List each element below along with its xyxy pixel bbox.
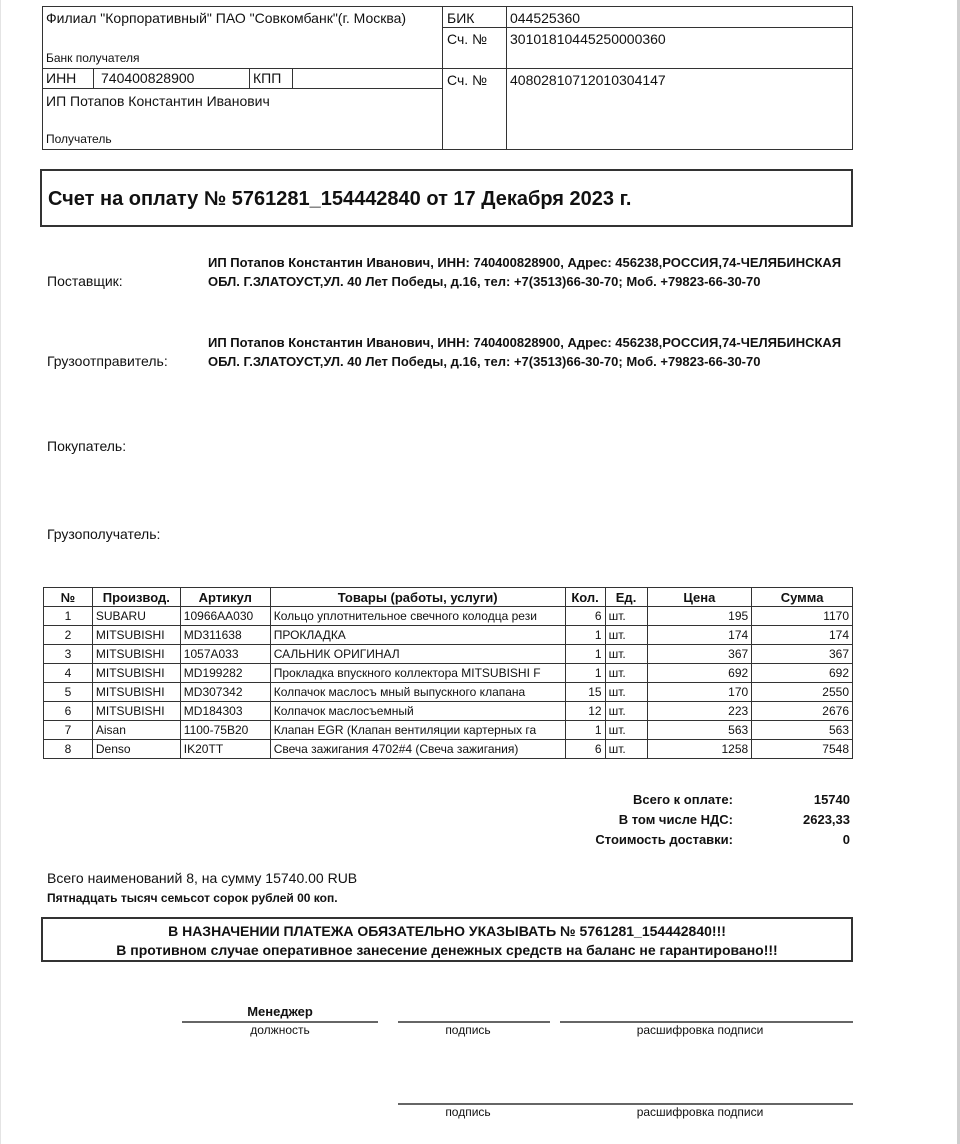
cell-sum: 2676 xyxy=(752,702,853,721)
delivery-label: Стоимость доставки: xyxy=(595,831,733,847)
delivery-row xyxy=(560,829,850,849)
col-header-article: Артикул xyxy=(180,588,270,607)
cell-unit: шт. xyxy=(605,645,647,664)
cell-goods: Кольцо уплотнительное свечного колодца рези xyxy=(270,607,565,626)
cell-goods: Прокладка впускного коллектора MITSUBISHI F xyxy=(270,664,565,683)
cell-qty: 1 xyxy=(565,645,605,664)
supplier-label: Поставщик: xyxy=(47,273,123,289)
cell-manufacturer: MITSUBISHI xyxy=(92,683,180,702)
bank-caption: Банк получателя xyxy=(46,51,140,65)
cell-qty: 15 xyxy=(565,683,605,702)
cell-price: 692 xyxy=(647,664,752,683)
cell-sum: 2550 xyxy=(752,683,853,702)
cell-article: MD199282 xyxy=(180,664,270,683)
cell-article: MD307342 xyxy=(180,683,270,702)
cell-goods: САЛЬНИК ОРИГИНАЛ xyxy=(270,645,565,664)
cell-sum: 1170 xyxy=(752,607,853,626)
cell-manufacturer: MITSUBISHI xyxy=(92,702,180,721)
cell-unit: шт. xyxy=(605,740,647,759)
cell-manufacturer: SUBARU xyxy=(92,607,180,626)
cell-number: 6 xyxy=(44,702,93,721)
table-row xyxy=(44,683,853,702)
bank-name: Филиал "Корпоративный" ПАО "Совкомбанк"(г. Москва) xyxy=(46,10,407,26)
cell-number: 4 xyxy=(44,664,93,683)
cell-goods: Колпачок маслосъ мный выпускного клапана xyxy=(270,683,565,702)
cell-price: 170 xyxy=(647,683,752,702)
payment-warning-line2: В противном случае оперативное занесение денежных средств на баланс не гарантировано!!! xyxy=(116,942,778,958)
cell-qty: 6 xyxy=(565,607,605,626)
cell-article: 10966AA030 xyxy=(180,607,270,626)
total-row xyxy=(560,789,850,809)
cell-price: 367 xyxy=(647,645,752,664)
col-header-qty: Кол. xyxy=(565,588,605,607)
table-row xyxy=(44,664,853,683)
bik-value: 044525360 xyxy=(510,10,581,26)
cell-number: 5 xyxy=(44,683,93,702)
cell-article: MD311638 xyxy=(180,626,270,645)
cell-qty: 1 xyxy=(565,664,605,683)
total-label: Всего к оплате: xyxy=(633,791,733,807)
cell-number: 2 xyxy=(44,626,93,645)
vat-value: 2623,33 xyxy=(803,811,850,827)
decoding-caption: расшифровка подписи xyxy=(636,1023,764,1037)
consignee-label: Грузополучатель: xyxy=(47,526,161,542)
signature-caption-2: подпись xyxy=(445,1105,491,1119)
col-header-goods: Товары (работы, услуги) xyxy=(270,588,565,607)
items-summary: Всего наименований 8, на сумму 15740.00 RUB xyxy=(47,870,358,886)
signature-caption: подпись xyxy=(445,1023,491,1037)
position-caption: должность xyxy=(250,1023,310,1037)
payment-warning-line1: В НАЗНАЧЕНИИ ПЛАТЕЖА ОБЯЗАТЕЛЬНО УКАЗЫВАТЬ № 5761281_154442840!!! xyxy=(168,923,726,939)
recipient-name: ИП Потапов Константин Иванович xyxy=(46,93,270,109)
invoice-title-box xyxy=(40,169,853,227)
cell-number: 8 xyxy=(44,740,93,759)
corr-account-label: Сч. № xyxy=(447,31,488,47)
col-header-manufacturer: Производ. xyxy=(92,588,180,607)
cell-sum: 7548 xyxy=(752,740,853,759)
page-edge-left xyxy=(0,0,1,1144)
cell-qty: 1 xyxy=(565,721,605,740)
cell-goods: Колпачок маслосъемный xyxy=(270,702,565,721)
col-header-price: Цена xyxy=(647,588,752,607)
col-header-unit: Ед. xyxy=(605,588,647,607)
col-header-number: № xyxy=(44,588,93,607)
amount-in-words: Пятнадцать тысяч семьсот сорок рублей 00 коп. xyxy=(47,891,338,905)
cell-sum: 174 xyxy=(752,626,853,645)
shipper-label: Грузоотправитель: xyxy=(47,353,168,369)
inn-label: ИНН xyxy=(46,70,77,86)
table-row xyxy=(44,740,853,759)
cell-goods: Клапан EGR (Клапан вентиляции картерных га xyxy=(270,721,565,740)
table-row xyxy=(44,721,853,740)
cell-qty: 6 xyxy=(565,740,605,759)
table-row xyxy=(44,607,853,626)
bank-details-table xyxy=(42,6,853,150)
table-row xyxy=(44,626,853,645)
cell-manufacturer: MITSUBISHI xyxy=(92,645,180,664)
cell-number: 7 xyxy=(44,721,93,740)
shipper-value: ИП Потапов Константин Иванович, ИНН: 740400828900, Адрес: 456238,РОССИЯ,74-ЧЕЛЯБИНСКАЯ ОБЛ. Г.ЗЛАТОУСТ,УЛ. 40 Лет Победы, д.16, тел: +7(3513)66-30-70; Моб. +79823-66-30-70 xyxy=(208,335,842,369)
cell-unit: шт. xyxy=(605,607,647,626)
supplier-value: ИП Потапов Константин Иванович, ИНН: 740400828900, Адрес: 456238,РОССИЯ,74-ЧЕЛЯБИНСКАЯ ОБЛ. Г.ЗЛАТОУСТ,УЛ. 40 Лет Победы, д.16, тел: +7(3513)66-30-70; Моб. +79823-66-30-70 xyxy=(208,255,842,289)
cell-manufacturer: MITSUBISHI xyxy=(92,664,180,683)
cell-price: 195 xyxy=(647,607,752,626)
cell-goods: ПРОКЛАДКА xyxy=(270,626,565,645)
cell-unit: шт. xyxy=(605,664,647,683)
buyer-label: Покупатель: xyxy=(47,438,127,454)
table-header-row xyxy=(44,588,853,607)
cell-price: 174 xyxy=(647,626,752,645)
cell-number: 1 xyxy=(44,607,93,626)
account-label: Сч. № xyxy=(447,72,488,88)
corr-account-value: 30101810445250000360 xyxy=(510,31,666,47)
cell-unit: шт. xyxy=(605,702,647,721)
cell-goods: Свеча зажигания 4702#4 (Свеча зажигания) xyxy=(270,740,565,759)
cell-qty: 1 xyxy=(565,626,605,645)
vat-label: В том числе НДС: xyxy=(618,811,733,827)
col-header-sum: Сумма xyxy=(752,588,853,607)
kpp-label: КПП xyxy=(253,70,282,86)
table-row xyxy=(44,702,853,721)
delivery-value: 0 xyxy=(842,831,850,847)
cell-manufacturer: Aisan xyxy=(92,721,180,740)
bik-label: БИК xyxy=(447,10,475,26)
cell-number: 3 xyxy=(44,645,93,664)
decoding-caption-2: расшифровка подписи xyxy=(636,1105,764,1119)
vat-row xyxy=(560,809,850,829)
cell-sum: 563 xyxy=(752,721,853,740)
cell-article: IK20TT xyxy=(180,740,270,759)
cell-unit: шт. xyxy=(605,683,647,702)
cell-price: 563 xyxy=(647,721,752,740)
payment-warning-box xyxy=(41,917,853,962)
items-table xyxy=(43,587,853,759)
cell-unit: шт. xyxy=(605,626,647,645)
inn-value: 740400828900 xyxy=(101,70,195,86)
account-value: 40802810712010304147 xyxy=(510,72,666,88)
recipient-caption: Получатель xyxy=(46,132,112,146)
cell-manufacturer: MITSUBISHI xyxy=(92,626,180,645)
cell-unit: шт. xyxy=(605,721,647,740)
cell-sum: 692 xyxy=(752,664,853,683)
manager-title: Менеджер xyxy=(247,1004,313,1019)
table-row xyxy=(44,645,853,664)
cell-price: 223 xyxy=(647,702,752,721)
totals-block xyxy=(560,789,850,849)
cell-article: 1100-75B20 xyxy=(180,721,270,740)
cell-article: 1057A033 xyxy=(180,645,270,664)
cell-article: MD184303 xyxy=(180,702,270,721)
cell-price: 1258 xyxy=(647,740,752,759)
cell-sum: 367 xyxy=(752,645,853,664)
cell-manufacturer: Denso xyxy=(92,740,180,759)
cell-qty: 12 xyxy=(565,702,605,721)
total-value: 15740 xyxy=(813,791,850,807)
invoice-title: Счет на оплату № 5761281_154442840 от 17 Декабря 2023 г. xyxy=(48,188,632,210)
